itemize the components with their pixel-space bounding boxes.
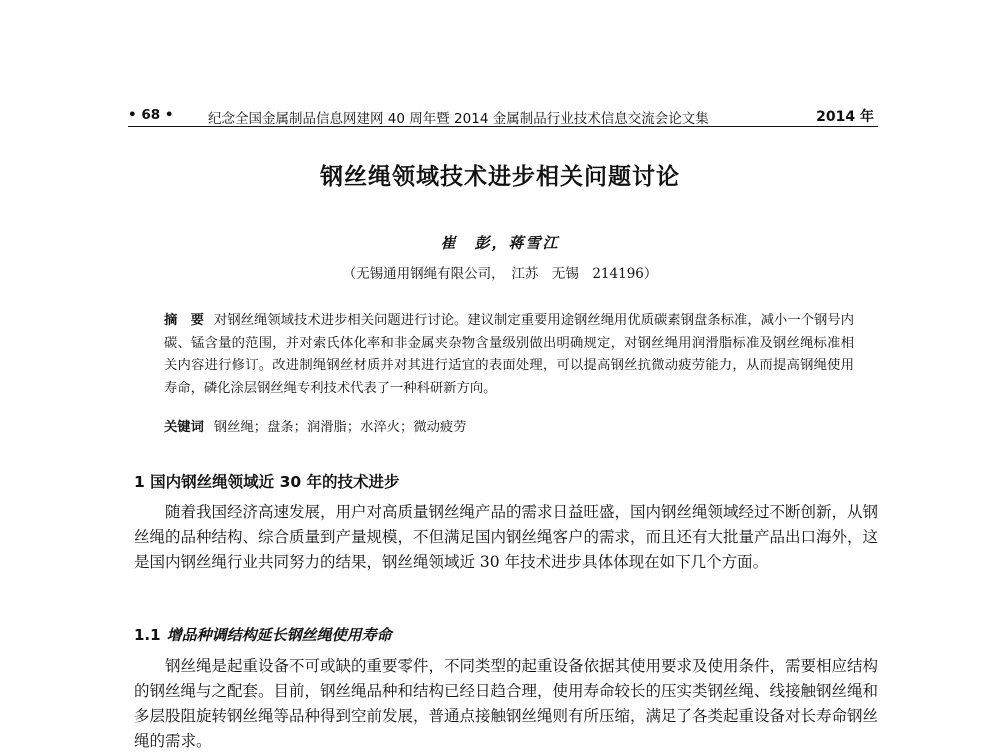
section-paragraph: 随着我国经济高速发展，用户对高质量钢丝绳产品的需求日益旺盛，国内钢丝绳领域经过不断创新，从钢丝绳的品种结构、综合质量到产量规模，不但满足国内钢丝绳客户的需求，而且还有大批量产品出口海外，这是国内钢丝绳行业共同努力的结果，钢丝绳领域近 30 年技术进步具体体现在如下几个方面。 xyxy=(134,503,879,571)
subsection-title: 增品种调结构延长钢丝绳使用寿命 xyxy=(166,626,392,644)
keywords xyxy=(164,416,854,435)
running-header xyxy=(128,104,878,127)
page-number: • 68 • xyxy=(128,107,174,123)
authors: 崔 彭，蒋雪江 xyxy=(440,234,560,252)
keywords-text: 钢丝绳；盘条；润滑脂；水淬火；微动疲劳 xyxy=(213,420,467,435)
section-heading: 1 国内钢丝绳领域近 30 年的技术进步 xyxy=(134,473,400,491)
journal-title: 纪念全国金属制品信息网建网 40 周年暨 2014 金属制品行业技术信息交流会论文集 xyxy=(208,111,709,127)
subsection-number: 1.1 xyxy=(134,626,161,644)
paper-title: 钢丝绳领域技术进步相关问题讨论 xyxy=(320,164,680,190)
subsection-heading xyxy=(134,624,392,645)
header-year: 2014 年 xyxy=(816,109,874,125)
affiliation: （无锡通用钢绳有限公司， 江苏 无锡 214196） xyxy=(342,266,658,282)
keywords-label: 关键词 xyxy=(164,420,204,435)
subsection-paragraph: 钢丝绳是起重设备不可或缺的重要零件，不同类型的起重设备依据其使用要求及使用条件，需要相应结构的钢丝绳与之配套。目前，钢丝绳品种和结构已经日趋合理，使用寿命较长的压实类钢丝绳、线接触钢丝绳和多层股阻旋转钢丝绳等品种得到空前发展，普通点接触钢丝绳则有所压缩，满足了各类起重设备对长寿命钢丝绳的需求。 xyxy=(134,657,879,750)
abstract-text: 对钢丝绳领域技术进步相关问题进行讨论。建议制定重要用途钢丝绳用优质碳素钢盘条标准，减小一个钢号内碳、锰含量的范围，并对索氏体化率和非金属夹杂物含量级别做出明确规定，对钢丝绳用润滑脂标准及钢丝绳标准相关内容进行修订。改进制绳钢丝材质并对其进行适宜的表面处理，可以提高钢丝抗微动疲劳能力，从而提高钢绳使用寿命，磷化涂层钢丝绳专利技术代表了一种科研新方向。 xyxy=(164,313,855,396)
abstract xyxy=(164,310,854,400)
abstract-label: 摘 要 xyxy=(164,313,205,328)
